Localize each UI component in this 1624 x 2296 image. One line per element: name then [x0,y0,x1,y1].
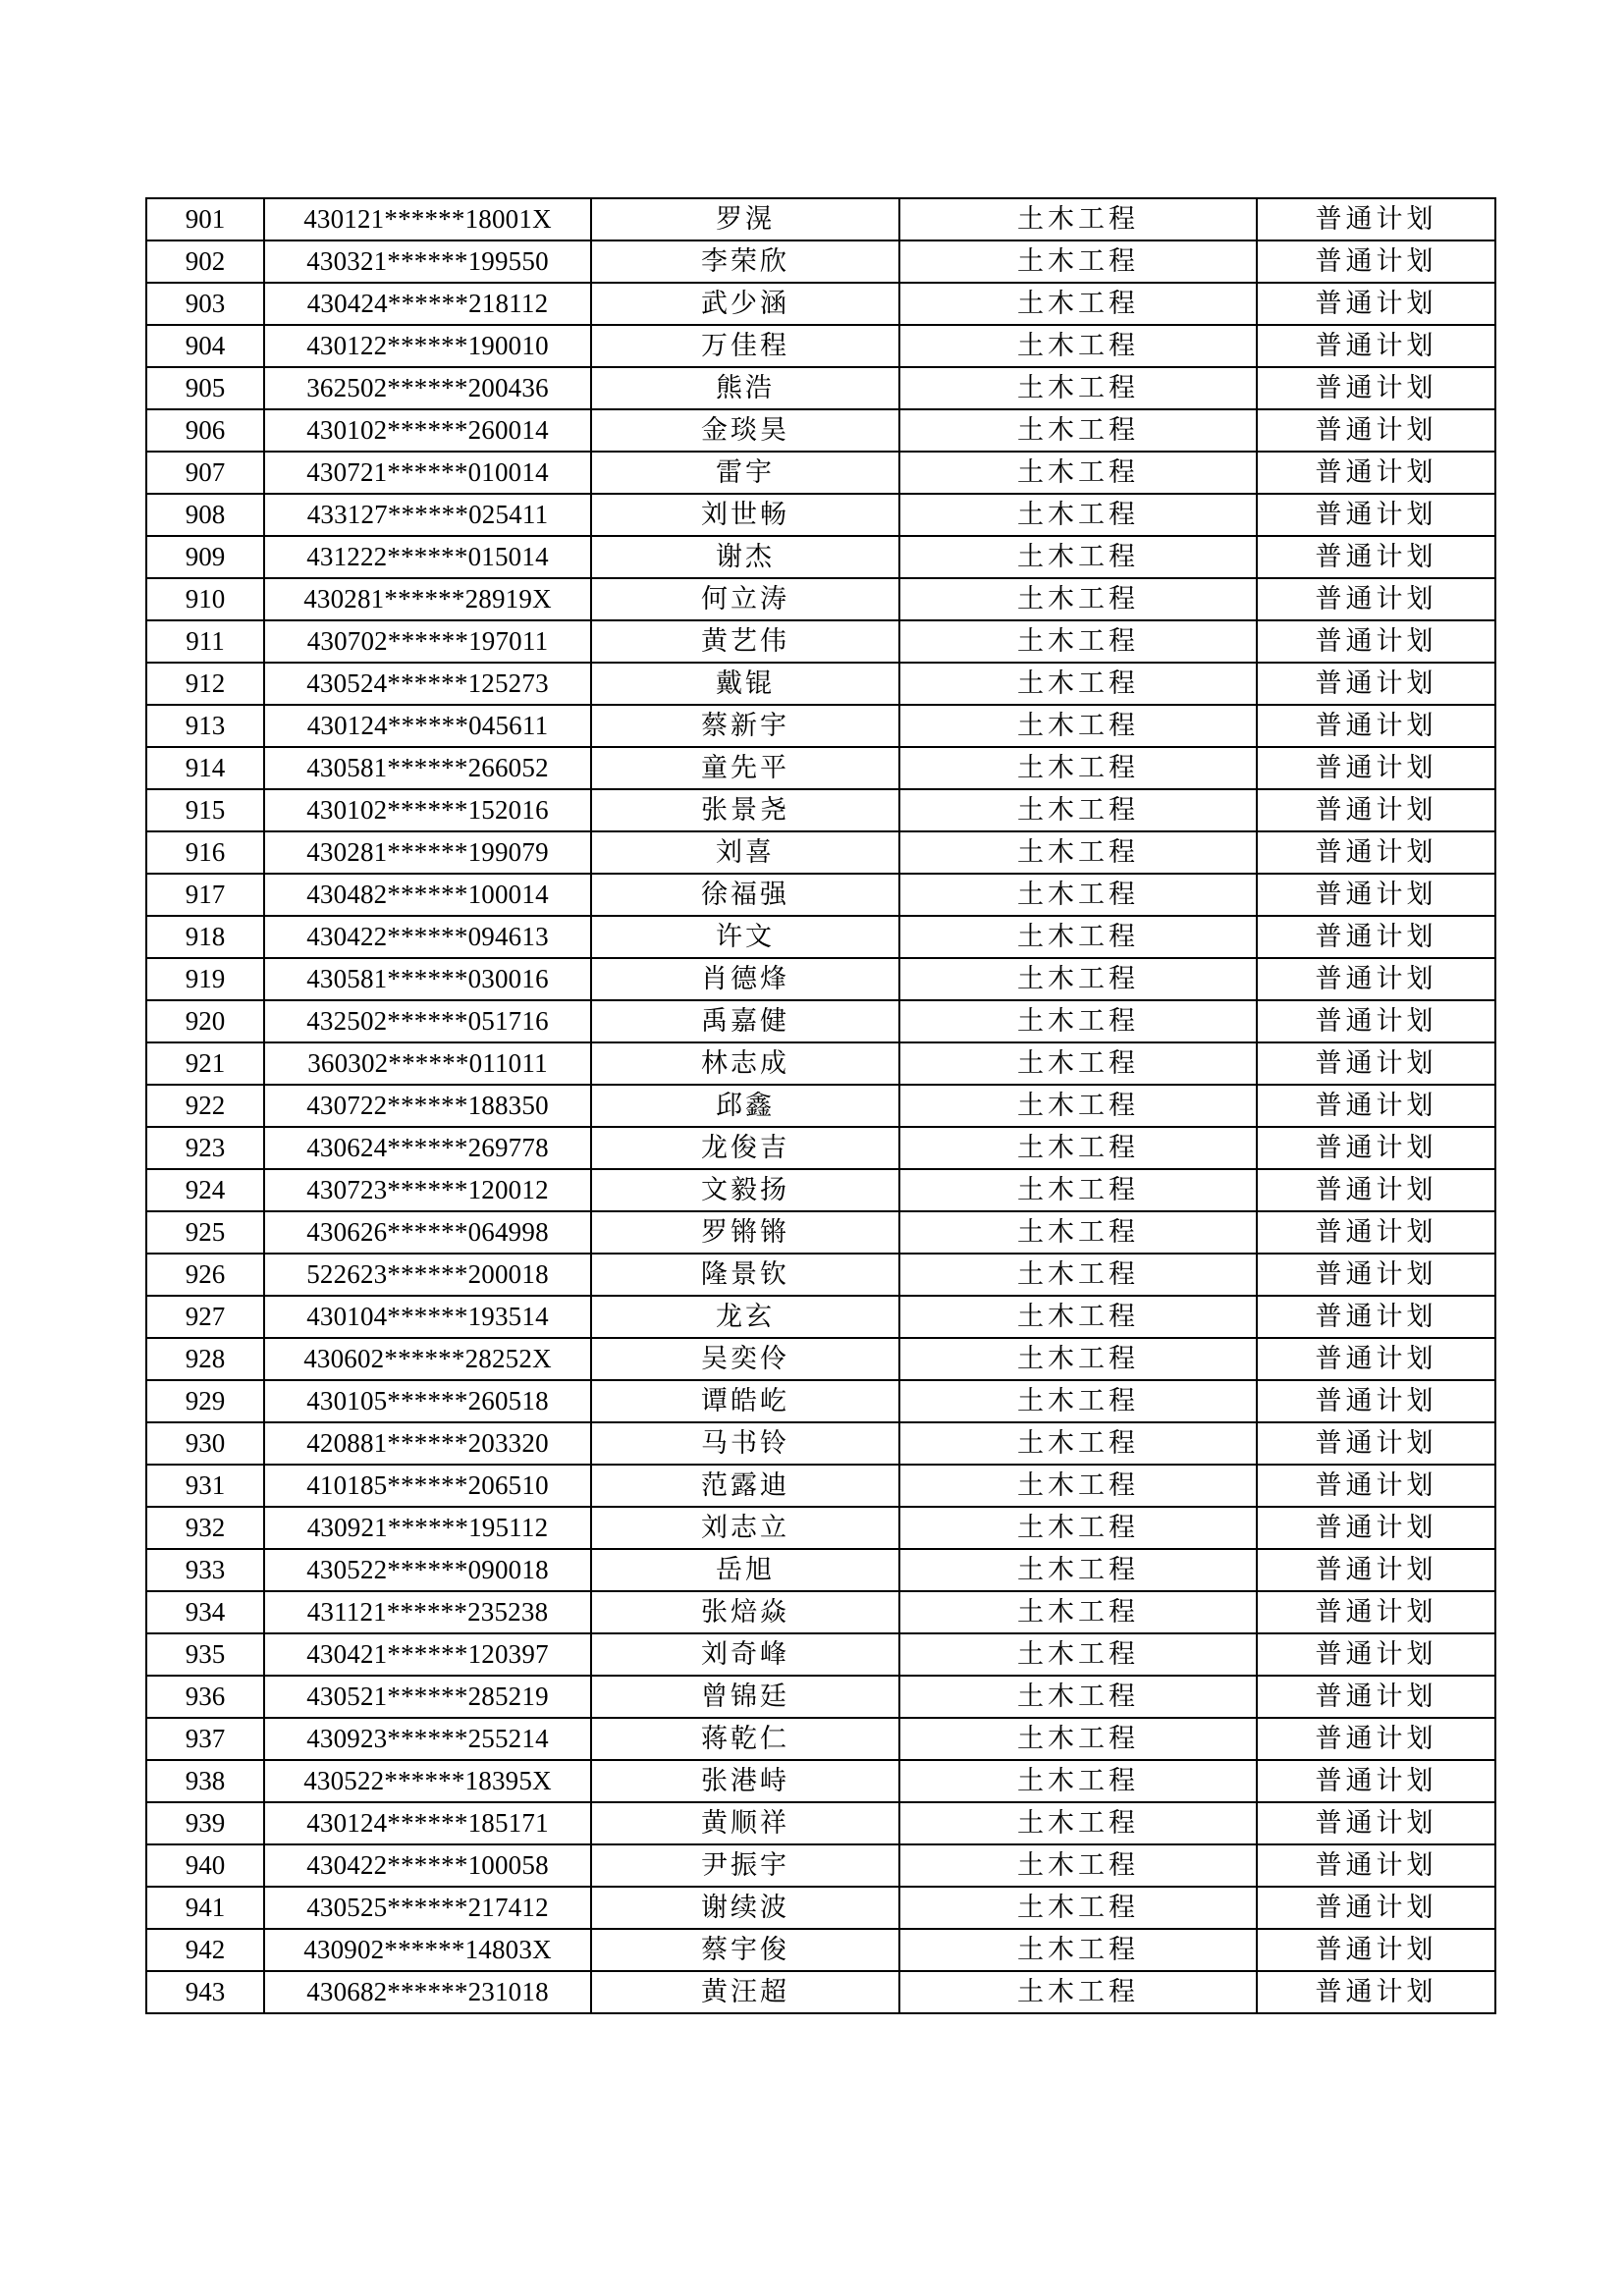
admission-plan-cell: 普通计划 [1257,1718,1495,1760]
id-number-cell: 430722******188350 [264,1085,591,1127]
id-number-cell: 430923******255214 [264,1718,591,1760]
table-row [146,1760,1495,1802]
row-number-cell: 903 [146,283,264,325]
table-row [146,958,1495,1000]
student-name-cell: 徐福强 [591,874,899,916]
table-row [146,705,1495,747]
admission-plan-cell: 普通计划 [1257,367,1495,409]
id-number-cell: 430522******090018 [264,1549,591,1591]
id-number-cell: 432502******051716 [264,1000,591,1042]
admission-plan-cell: 普通计划 [1257,1254,1495,1296]
admission-plan-cell: 普通计划 [1257,663,1495,705]
admission-plan-cell: 普通计划 [1257,409,1495,452]
id-number-cell: 430281******199079 [264,831,591,874]
row-number-cell: 922 [146,1085,264,1127]
student-name-cell: 李荣欣 [591,240,899,283]
major-cell: 土木工程 [899,747,1257,789]
table-row [146,1127,1495,1169]
id-number-cell: 430921******195112 [264,1507,591,1549]
admission-plan-cell: 普通计划 [1257,831,1495,874]
admission-plan-cell: 普通计划 [1257,1169,1495,1211]
major-cell: 土木工程 [899,1211,1257,1254]
row-number-cell: 931 [146,1465,264,1507]
row-number-cell: 914 [146,747,264,789]
row-number-cell: 906 [146,409,264,452]
major-cell: 土木工程 [899,1169,1257,1211]
row-number-cell: 901 [146,198,264,240]
major-cell: 土木工程 [899,1971,1257,2013]
row-number-cell: 942 [146,1929,264,1971]
table-row [146,1718,1495,1760]
id-number-cell: 430104******193514 [264,1296,591,1338]
major-cell: 土木工程 [899,705,1257,747]
admission-plan-cell: 普通计划 [1257,1802,1495,1844]
student-name-cell: 张焙焱 [591,1591,899,1633]
major-cell: 土木工程 [899,789,1257,831]
table-row [146,1465,1495,1507]
admission-plan-cell: 普通计划 [1257,1042,1495,1085]
major-cell: 土木工程 [899,1844,1257,1887]
id-number-cell: 430121******18001X [264,198,591,240]
major-cell: 土木工程 [899,1887,1257,1929]
table-row [146,1338,1495,1380]
table-row [146,1000,1495,1042]
id-number-cell: 430522******18395X [264,1760,591,1802]
table-row [146,240,1495,283]
table-row [146,1887,1495,1929]
student-name-cell: 刘世畅 [591,494,899,536]
admission-plan-cell: 普通计划 [1257,874,1495,916]
row-number-cell: 912 [146,663,264,705]
admission-plan-cell: 普通计划 [1257,1844,1495,1887]
table-row [146,494,1495,536]
student-name-cell: 刘奇峰 [591,1633,899,1676]
admission-plan-cell: 普通计划 [1257,1971,1495,2013]
admission-plan-cell: 普通计划 [1257,1422,1495,1465]
row-number-cell: 918 [146,916,264,958]
student-name-cell: 戴锟 [591,663,899,705]
student-name-cell: 熊浩 [591,367,899,409]
student-name-cell: 曾锦廷 [591,1676,899,1718]
table-row [146,1085,1495,1127]
id-number-cell: 430102******260014 [264,409,591,452]
major-cell: 土木工程 [899,367,1257,409]
row-number-cell: 902 [146,240,264,283]
table-row [146,1929,1495,1971]
admission-plan-cell: 普通计划 [1257,1127,1495,1169]
table-row [146,1211,1495,1254]
student-name-cell: 谭皓屹 [591,1380,899,1422]
row-number-cell: 927 [146,1296,264,1338]
student-name-cell: 文毅扬 [591,1169,899,1211]
id-number-cell: 433127******025411 [264,494,591,536]
student-name-cell: 黄顺祥 [591,1802,899,1844]
admission-plan-cell: 普通计划 [1257,1085,1495,1127]
table-row [146,916,1495,958]
id-number-cell: 430521******285219 [264,1676,591,1718]
admission-plan-cell: 普通计划 [1257,1549,1495,1591]
row-number-cell: 940 [146,1844,264,1887]
student-name-cell: 武少涵 [591,283,899,325]
id-number-cell: 420881******203320 [264,1422,591,1465]
admission-plan-cell: 普通计划 [1257,1338,1495,1380]
admission-plan-cell: 普通计划 [1257,1296,1495,1338]
admission-roster-table [145,197,1496,2014]
major-cell: 土木工程 [899,1296,1257,1338]
table-row [146,874,1495,916]
major-cell: 土木工程 [899,1591,1257,1633]
id-number-cell: 430581******030016 [264,958,591,1000]
id-number-cell: 360302******011011 [264,1042,591,1085]
student-name-cell: 黄艺伟 [591,620,899,663]
admission-plan-cell: 普通计划 [1257,283,1495,325]
student-name-cell: 许文 [591,916,899,958]
admission-plan-cell: 普通计划 [1257,1591,1495,1633]
admission-plan-cell: 普通计划 [1257,1929,1495,1971]
row-number-cell: 943 [146,1971,264,2013]
table-row [146,536,1495,578]
student-name-cell: 蒋乾仁 [591,1718,899,1760]
major-cell: 土木工程 [899,874,1257,916]
admission-plan-cell: 普通计划 [1257,1507,1495,1549]
student-name-cell: 吴奕伶 [591,1338,899,1380]
row-number-cell: 910 [146,578,264,620]
row-number-cell: 928 [146,1338,264,1380]
id-number-cell: 430581******266052 [264,747,591,789]
row-number-cell: 921 [146,1042,264,1085]
table-row [146,1971,1495,2013]
id-number-cell: 410185******206510 [264,1465,591,1507]
major-cell: 土木工程 [899,536,1257,578]
row-number-cell: 935 [146,1633,264,1676]
id-number-cell: 430482******100014 [264,874,591,916]
id-number-cell: 430122******190010 [264,325,591,367]
student-name-cell: 龙俊吉 [591,1127,899,1169]
table-row [146,789,1495,831]
admission-plan-cell: 普通计划 [1257,578,1495,620]
id-number-cell: 430624******269778 [264,1127,591,1169]
table-row [146,1422,1495,1465]
admission-plan-cell: 普通计划 [1257,1887,1495,1929]
row-number-cell: 908 [146,494,264,536]
admission-plan-cell: 普通计划 [1257,958,1495,1000]
id-number-cell: 430602******28252X [264,1338,591,1380]
student-name-cell: 何立涛 [591,578,899,620]
row-number-cell: 907 [146,452,264,494]
id-number-cell: 430105******260518 [264,1380,591,1422]
row-number-cell: 936 [146,1676,264,1718]
major-cell: 土木工程 [899,283,1257,325]
major-cell: 土木工程 [899,494,1257,536]
student-name-cell: 张港峙 [591,1760,899,1802]
student-name-cell: 万佳程 [591,325,899,367]
row-number-cell: 916 [146,831,264,874]
row-number-cell: 939 [146,1802,264,1844]
major-cell: 土木工程 [899,1507,1257,1549]
row-number-cell: 917 [146,874,264,916]
id-number-cell: 430321******199550 [264,240,591,283]
major-cell: 土木工程 [899,620,1257,663]
major-cell: 土木工程 [899,1254,1257,1296]
student-name-cell: 马书铃 [591,1422,899,1465]
row-number-cell: 925 [146,1211,264,1254]
major-cell: 土木工程 [899,325,1257,367]
student-name-cell: 龙玄 [591,1296,899,1338]
admission-plan-cell: 普通计划 [1257,789,1495,831]
major-cell: 土木工程 [899,916,1257,958]
major-cell: 土木工程 [899,240,1257,283]
row-number-cell: 915 [146,789,264,831]
student-name-cell: 罗滉 [591,198,899,240]
major-cell: 土木工程 [899,1127,1257,1169]
admission-plan-cell: 普通计划 [1257,620,1495,663]
id-number-cell: 430424******218112 [264,283,591,325]
roster-table-body [146,198,1495,2013]
table-row [146,1844,1495,1887]
table-row [146,1591,1495,1633]
major-cell: 土木工程 [899,1380,1257,1422]
table-row [146,325,1495,367]
id-number-cell: 430682******231018 [264,1971,591,2013]
id-number-cell: 430124******045611 [264,705,591,747]
table-row [146,620,1495,663]
admission-plan-cell: 普通计划 [1257,240,1495,283]
id-number-cell: 430524******125273 [264,663,591,705]
admission-plan-cell: 普通计划 [1257,1633,1495,1676]
id-number-cell: 431121******235238 [264,1591,591,1633]
major-cell: 土木工程 [899,1929,1257,1971]
major-cell: 土木工程 [899,198,1257,240]
id-number-cell: 430525******217412 [264,1887,591,1929]
student-name-cell: 罗锵锵 [591,1211,899,1254]
admission-plan-cell: 普通计划 [1257,916,1495,958]
major-cell: 土木工程 [899,1465,1257,1507]
id-number-cell: 522623******200018 [264,1254,591,1296]
student-name-cell: 岳旭 [591,1549,899,1591]
admission-plan-cell: 普通计划 [1257,494,1495,536]
row-number-cell: 924 [146,1169,264,1211]
admission-plan-cell: 普通计划 [1257,1465,1495,1507]
row-number-cell: 941 [146,1887,264,1929]
row-number-cell: 929 [146,1380,264,1422]
admission-plan-cell: 普通计划 [1257,1000,1495,1042]
row-number-cell: 930 [146,1422,264,1465]
student-name-cell: 蔡宇俊 [591,1929,899,1971]
id-number-cell: 430281******28919X [264,578,591,620]
row-number-cell: 909 [146,536,264,578]
table-row [146,1549,1495,1591]
table-row [146,1254,1495,1296]
major-cell: 土木工程 [899,663,1257,705]
row-number-cell: 904 [146,325,264,367]
major-cell: 土木工程 [899,1760,1257,1802]
id-number-cell: 430422******100058 [264,1844,591,1887]
id-number-cell: 430902******14803X [264,1929,591,1971]
table-row [146,747,1495,789]
major-cell: 土木工程 [899,1422,1257,1465]
major-cell: 土木工程 [899,1000,1257,1042]
table-row [146,1633,1495,1676]
admission-plan-cell: 普通计划 [1257,452,1495,494]
row-number-cell: 934 [146,1591,264,1633]
student-name-cell: 刘喜 [591,831,899,874]
table-row [146,283,1495,325]
table-row [146,1296,1495,1338]
table-row [146,1169,1495,1211]
major-cell: 土木工程 [899,1085,1257,1127]
table-row [146,452,1495,494]
table-row [146,663,1495,705]
admission-plan-cell: 普通计划 [1257,1211,1495,1254]
table-row [146,1802,1495,1844]
admission-plan-cell: 普通计划 [1257,1760,1495,1802]
student-name-cell: 谢杰 [591,536,899,578]
admission-plan-cell: 普通计划 [1257,325,1495,367]
major-cell: 土木工程 [899,452,1257,494]
admission-plan-cell: 普通计划 [1257,536,1495,578]
major-cell: 土木工程 [899,958,1257,1000]
student-name-cell: 黄汪超 [591,1971,899,2013]
student-name-cell: 肖德烽 [591,958,899,1000]
row-number-cell: 911 [146,620,264,663]
row-number-cell: 920 [146,1000,264,1042]
student-name-cell: 刘志立 [591,1507,899,1549]
admission-plan-cell: 普通计划 [1257,198,1495,240]
major-cell: 土木工程 [899,1718,1257,1760]
admission-plan-cell: 普通计划 [1257,705,1495,747]
major-cell: 土木工程 [899,1042,1257,1085]
major-cell: 土木工程 [899,1338,1257,1380]
table-row [146,1380,1495,1422]
student-name-cell: 蔡新宇 [591,705,899,747]
admission-plan-cell: 普通计划 [1257,1676,1495,1718]
row-number-cell: 932 [146,1507,264,1549]
student-name-cell: 雷宇 [591,452,899,494]
major-cell: 土木工程 [899,1676,1257,1718]
student-name-cell: 禹嘉健 [591,1000,899,1042]
major-cell: 土木工程 [899,831,1257,874]
student-name-cell: 张景尧 [591,789,899,831]
admission-plan-cell: 普通计划 [1257,1380,1495,1422]
id-number-cell: 430124******185171 [264,1802,591,1844]
table-row [146,1042,1495,1085]
student-name-cell: 尹振宇 [591,1844,899,1887]
student-name-cell: 隆景钦 [591,1254,899,1296]
table-row [146,1507,1495,1549]
id-number-cell: 430626******064998 [264,1211,591,1254]
row-number-cell: 919 [146,958,264,1000]
id-number-cell: 430702******197011 [264,620,591,663]
student-name-cell: 林志成 [591,1042,899,1085]
id-number-cell: 430721******010014 [264,452,591,494]
student-name-cell: 范露迪 [591,1465,899,1507]
id-number-cell: 362502******200436 [264,367,591,409]
row-number-cell: 933 [146,1549,264,1591]
major-cell: 土木工程 [899,1633,1257,1676]
student-name-cell: 邱鑫 [591,1085,899,1127]
student-name-cell: 童先平 [591,747,899,789]
major-cell: 土木工程 [899,1802,1257,1844]
major-cell: 土木工程 [899,578,1257,620]
table-row [146,409,1495,452]
table-row [146,367,1495,409]
id-number-cell: 430421******120397 [264,1633,591,1676]
row-number-cell: 926 [146,1254,264,1296]
id-number-cell: 431222******015014 [264,536,591,578]
row-number-cell: 938 [146,1760,264,1802]
row-number-cell: 923 [146,1127,264,1169]
major-cell: 土木工程 [899,409,1257,452]
row-number-cell: 937 [146,1718,264,1760]
id-number-cell: 430723******120012 [264,1169,591,1211]
row-number-cell: 905 [146,367,264,409]
student-name-cell: 谢续波 [591,1887,899,1929]
row-number-cell: 913 [146,705,264,747]
table-row [146,1676,1495,1718]
major-cell: 土木工程 [899,1549,1257,1591]
table-row [146,578,1495,620]
admission-plan-cell: 普通计划 [1257,747,1495,789]
id-number-cell: 430102******152016 [264,789,591,831]
table-row [146,198,1495,240]
id-number-cell: 430422******094613 [264,916,591,958]
table-row [146,831,1495,874]
student-name-cell: 金琰昊 [591,409,899,452]
